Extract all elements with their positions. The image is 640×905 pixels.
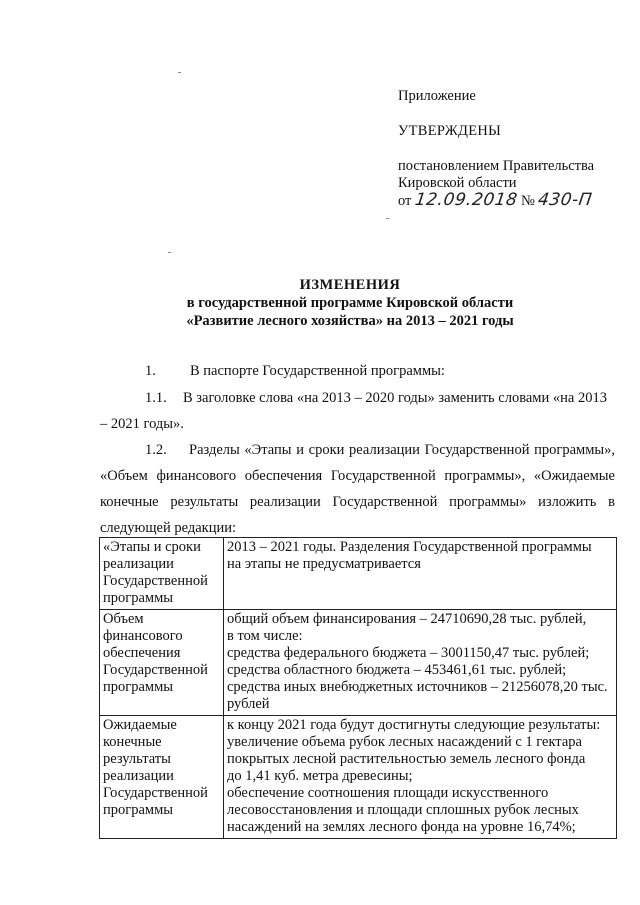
scan-speck <box>386 218 389 219</box>
title-line-3: «Развитие лесного хозяйства» на 2013 – 2021 годы <box>186 313 514 329</box>
label-line: программы <box>103 802 173 818</box>
from-label: от <box>398 193 412 209</box>
value-line: обеспечение соотношения площади искусственного <box>227 785 549 801</box>
label-line: Объем <box>103 611 144 627</box>
table-label-cell <box>100 716 224 839</box>
paragraph-1-2-text: Разделы «Этапы и сроки реализации Государственной программы», «Объем финансового обеспечения Государственной программы», «Ожидаемые конечные результаты реализации Государственной программы» изложить в следующей редакции: <box>100 442 615 536</box>
label-line: «Этапы и сроки <box>103 539 201 555</box>
decree-line-2: Кировской области <box>398 175 517 191</box>
title-line-1: ИЗМЕНЕНИЯ <box>299 277 401 293</box>
value-line: к концу 2021 года будут достигнуты следующие результаты: <box>227 717 601 733</box>
number-sign: № <box>521 193 535 209</box>
decree-line-1: постановлением Правительства <box>398 158 595 174</box>
value-line: рублей <box>227 696 270 712</box>
label-line: Государственной <box>103 785 208 801</box>
paragraph-1-2-number: 1.2. <box>145 442 167 458</box>
paragraph-1-text: В паспорте Государственной программы: <box>190 363 445 379</box>
paragraph-1-1-text: В заголовке слова «на 2013 – 2020 годы» заменить словами «на 2013 – 2021 годы». <box>100 390 607 432</box>
label-line: Государственной <box>103 662 208 678</box>
value-line: увеличение объема рубок лесных насаждений с 1 гектара <box>227 734 582 750</box>
table-label-cell <box>100 538 224 610</box>
decree-date-number <box>398 192 628 210</box>
value-line: покрытых лесной растительностью земель лесного фонда <box>227 751 586 767</box>
label-line: Государственной <box>103 573 208 589</box>
table-value-cell <box>224 716 617 839</box>
paragraph-1-2 <box>100 437 615 541</box>
label-line: обеспечения <box>103 645 181 661</box>
scan-speck <box>168 252 171 253</box>
value-line: до 1,41 куб. метра древесины; <box>227 768 413 784</box>
title-line-2: в государственной программе Кировской области <box>186 295 514 311</box>
handwritten-number: 430-П <box>537 190 594 210</box>
table-value-cell <box>224 538 617 610</box>
value-line: насаждений на землях лесного фонда на уровне 16,74%; <box>227 819 576 835</box>
value-line: средства областного бюджета – 453461,61 тыс. рублей; <box>227 662 567 678</box>
label-line: Ожидаемые <box>103 717 177 733</box>
label-line: реализации <box>103 556 174 572</box>
paragraph-1-1 <box>100 385 615 437</box>
label-line: результаты <box>103 751 171 767</box>
label-line: программы <box>103 590 173 606</box>
paragraph-1-1-number: 1.1. <box>145 390 167 406</box>
scan-speck <box>178 72 181 73</box>
table-row <box>100 610 617 716</box>
label-line: программы <box>103 679 173 695</box>
table-label-cell <box>100 610 224 716</box>
approved-label: УТВЕРЖДЕНЫ <box>398 123 502 139</box>
table-row <box>100 716 617 839</box>
value-line: средства иных внебюджетных источников – 21256078,20 тыс. <box>227 679 608 695</box>
value-line: лесовосстановления и площади сплошных рубок лесных <box>227 802 579 818</box>
table-value-cell <box>224 610 617 716</box>
handwritten-date: 12.09.2018 <box>413 190 519 210</box>
passport-table <box>99 537 617 839</box>
paragraph-1 <box>100 358 615 384</box>
appendix-label: Приложение <box>398 88 476 104</box>
value-line: 2013 – 2021 годы. Разделения Государственной программы <box>227 539 592 555</box>
approval-block <box>398 88 628 210</box>
value-line: на этапы не предусматривается <box>227 556 421 572</box>
label-line: финансового <box>103 628 183 644</box>
value-line: в том числе: <box>227 628 303 644</box>
label-line: реализации <box>103 768 174 784</box>
value-line: средства федерального бюджета – 3001150,47 тыс. рублей; <box>227 645 590 661</box>
paragraph-1-number: 1. <box>145 363 156 379</box>
document-title <box>100 276 600 330</box>
table-row <box>100 538 617 610</box>
value-line: общий объем финансирования – 24710690,28 тыс. рублей, <box>227 611 587 627</box>
label-line: конечные <box>103 734 162 750</box>
